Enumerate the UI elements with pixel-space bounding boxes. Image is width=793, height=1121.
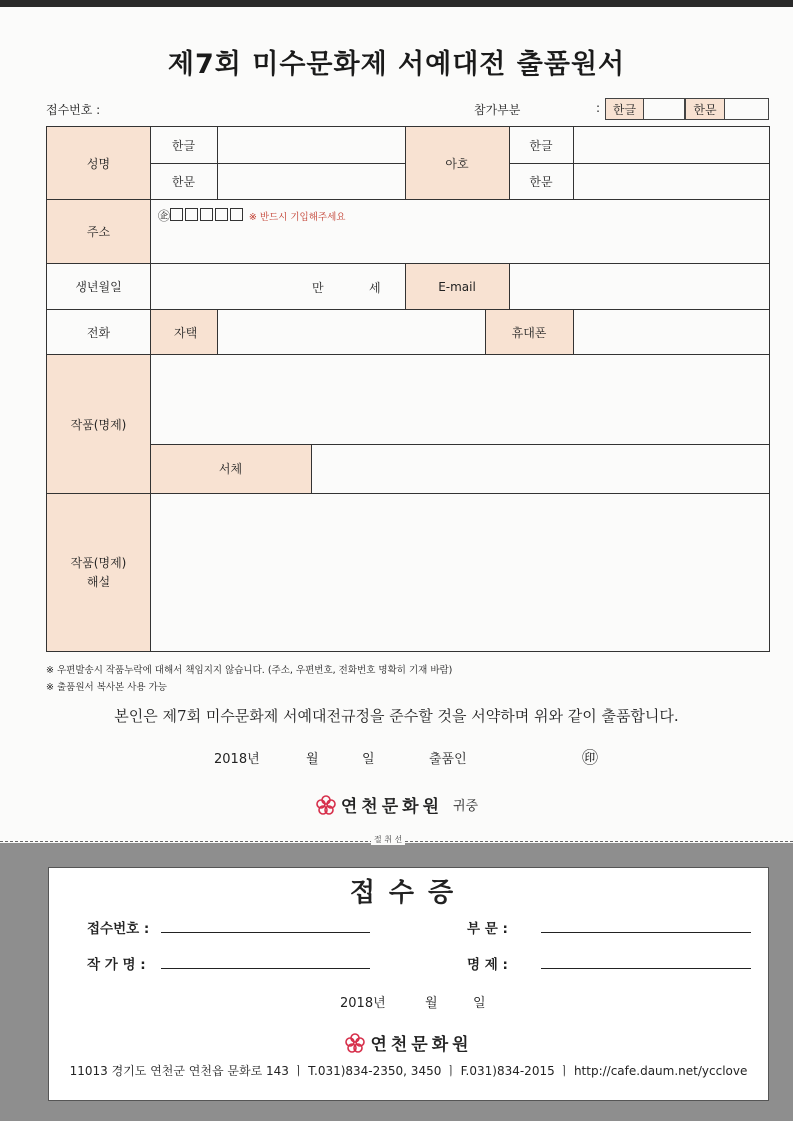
org-line bbox=[0, 792, 793, 820]
category-hanmun-check[interactable] bbox=[724, 98, 769, 120]
note-line-2: ※ 출품원서 복사본 사용 가능 bbox=[46, 682, 167, 693]
receipt-org-name: 연천문화원 bbox=[370, 1035, 473, 1055]
author-label: 작 가 명 : bbox=[87, 957, 146, 973]
grid-line bbox=[573, 126, 574, 200]
name-hanmun-field[interactable] bbox=[217, 163, 405, 199]
applicant-label: 출품인 bbox=[429, 752, 467, 767]
home-phone-field[interactable] bbox=[217, 310, 485, 354]
receipt-year: 2018년 bbox=[340, 996, 386, 1011]
section-line[interactable] bbox=[541, 932, 751, 933]
grid-line bbox=[46, 354, 770, 355]
top-bar bbox=[0, 0, 793, 7]
receipt-card bbox=[48, 867, 769, 1101]
receipt-footer: 11013 경기도 연천군 연천읍 문화로 143 ㅣ T.031)834-2350, 3450 ㅣ F.031)834-2015 ㅣ http://cafe.daum.net/ycclove bbox=[69, 1064, 748, 1078]
grid-line bbox=[150, 163, 405, 164]
age-man-label: 만 bbox=[312, 281, 324, 295]
mobile-label: 휴대폰 bbox=[485, 310, 573, 354]
flower-logo-icon bbox=[315, 794, 337, 816]
grid-line bbox=[46, 493, 770, 494]
birth-label: 생년월일 bbox=[75, 280, 122, 294]
email-field[interactable] bbox=[509, 264, 769, 309]
age-se-label: 세 bbox=[369, 281, 381, 295]
receipt-number-label: 접수번호 : bbox=[87, 921, 150, 937]
address-note: ※ 반드시 기입해주세요 bbox=[248, 212, 346, 223]
grid-line bbox=[509, 163, 770, 164]
grid-line bbox=[46, 309, 770, 310]
phone-label: 전화 bbox=[86, 325, 111, 340]
description-label-line1: 작품(명제) bbox=[70, 555, 127, 570]
page-title: 제7회 미수문화제 서예대전 출품원서 bbox=[167, 49, 626, 80]
receipt-day: 일 bbox=[473, 996, 486, 1011]
cut-line-label: 절 취 선 bbox=[371, 834, 405, 845]
email-label: E-mail bbox=[405, 264, 509, 309]
description-label bbox=[47, 494, 150, 651]
pen-name-label: 아호 bbox=[405, 127, 509, 199]
pen-name-hangul-field[interactable] bbox=[573, 127, 769, 163]
receipt-month: 월 bbox=[425, 996, 438, 1011]
grid-line bbox=[217, 309, 218, 355]
flower-logo-icon bbox=[344, 1032, 366, 1054]
work-line[interactable] bbox=[541, 968, 751, 969]
postal-digit-box[interactable] bbox=[185, 208, 198, 221]
category-hangul-box[interactable]: 한글 bbox=[605, 98, 644, 120]
receipt-number-line[interactable] bbox=[161, 932, 370, 933]
receipt-number-label: 접수번호 : bbox=[46, 103, 101, 117]
author-line[interactable] bbox=[161, 968, 370, 969]
receipt-title: 접수증 bbox=[349, 878, 468, 908]
grid-line bbox=[485, 309, 486, 355]
category-colon: : bbox=[596, 101, 601, 115]
grid-line bbox=[217, 126, 218, 200]
postal-digit-box[interactable] bbox=[230, 208, 243, 221]
mobile-field[interactable] bbox=[573, 310, 769, 354]
postal-mark-icon: ㊭ bbox=[158, 209, 171, 223]
address-field[interactable] bbox=[150, 228, 769, 262]
postal-digit-box[interactable] bbox=[170, 208, 183, 221]
section-label: 부 문 : bbox=[467, 921, 508, 937]
work-label: 명 제 : bbox=[467, 957, 508, 973]
work-title-field[interactable] bbox=[150, 355, 769, 444]
name-hangul-field[interactable] bbox=[217, 127, 405, 163]
description-label-line2: 해설 bbox=[86, 574, 111, 589]
home-phone-label: 자택 bbox=[150, 310, 217, 354]
grid-line bbox=[573, 309, 574, 355]
pledge-text: 본인은 제7회 미수문화제 서예대전규정을 준수할 것을 서약하며 위와 같이 출품합니다. bbox=[114, 707, 679, 725]
grid-line bbox=[150, 444, 770, 445]
category-label: 참가부분 bbox=[474, 103, 521, 117]
note-line-1: ※ 우편발송시 작품누락에 대해서 책임지지 않습니다. (주소, 우편번호, 전화번호 명확히 기재 바람) bbox=[46, 665, 453, 676]
postal-code-boxes[interactable] bbox=[158, 207, 345, 224]
date-month: 월 bbox=[306, 752, 319, 767]
postal-digit-box[interactable] bbox=[215, 208, 228, 221]
org-suffix: 귀중 bbox=[453, 799, 479, 814]
grid-line bbox=[311, 444, 312, 494]
category-hangul-check[interactable] bbox=[643, 98, 685, 120]
date-day: 일 bbox=[362, 752, 375, 767]
address-label: 주소 bbox=[47, 200, 150, 263]
grid-line bbox=[509, 126, 510, 200]
seal-mark: ㊞ bbox=[582, 748, 599, 767]
grid-line bbox=[509, 263, 510, 310]
work-title-label: 작품(명제) bbox=[47, 355, 150, 493]
birth-field[interactable] bbox=[150, 264, 405, 309]
grid-line bbox=[405, 126, 406, 200]
pen-name-hanmun-label: 한문 bbox=[529, 174, 553, 189]
date-year: 2018년 bbox=[214, 752, 260, 767]
name-hangul-label: 한글 bbox=[171, 138, 196, 153]
org-name: 연천문화원 bbox=[340, 797, 443, 817]
receipt-org-line bbox=[49, 1030, 768, 1058]
name-hanmun-label: 한문 bbox=[171, 174, 196, 189]
name-label: 성명 bbox=[47, 127, 150, 199]
grid-line bbox=[46, 199, 770, 200]
grid-line bbox=[405, 263, 406, 310]
pen-name-hanmun-field[interactable] bbox=[573, 163, 769, 199]
grid-line bbox=[46, 263, 770, 264]
description-field[interactable] bbox=[150, 494, 769, 651]
grid-line bbox=[150, 126, 151, 652]
style-label: 서체 bbox=[150, 444, 311, 493]
category-hanmun-box[interactable]: 한문 bbox=[685, 98, 725, 120]
pen-name-hangul-label: 한글 bbox=[529, 138, 553, 153]
style-field[interactable] bbox=[311, 444, 769, 493]
postal-digit-box[interactable] bbox=[200, 208, 213, 221]
